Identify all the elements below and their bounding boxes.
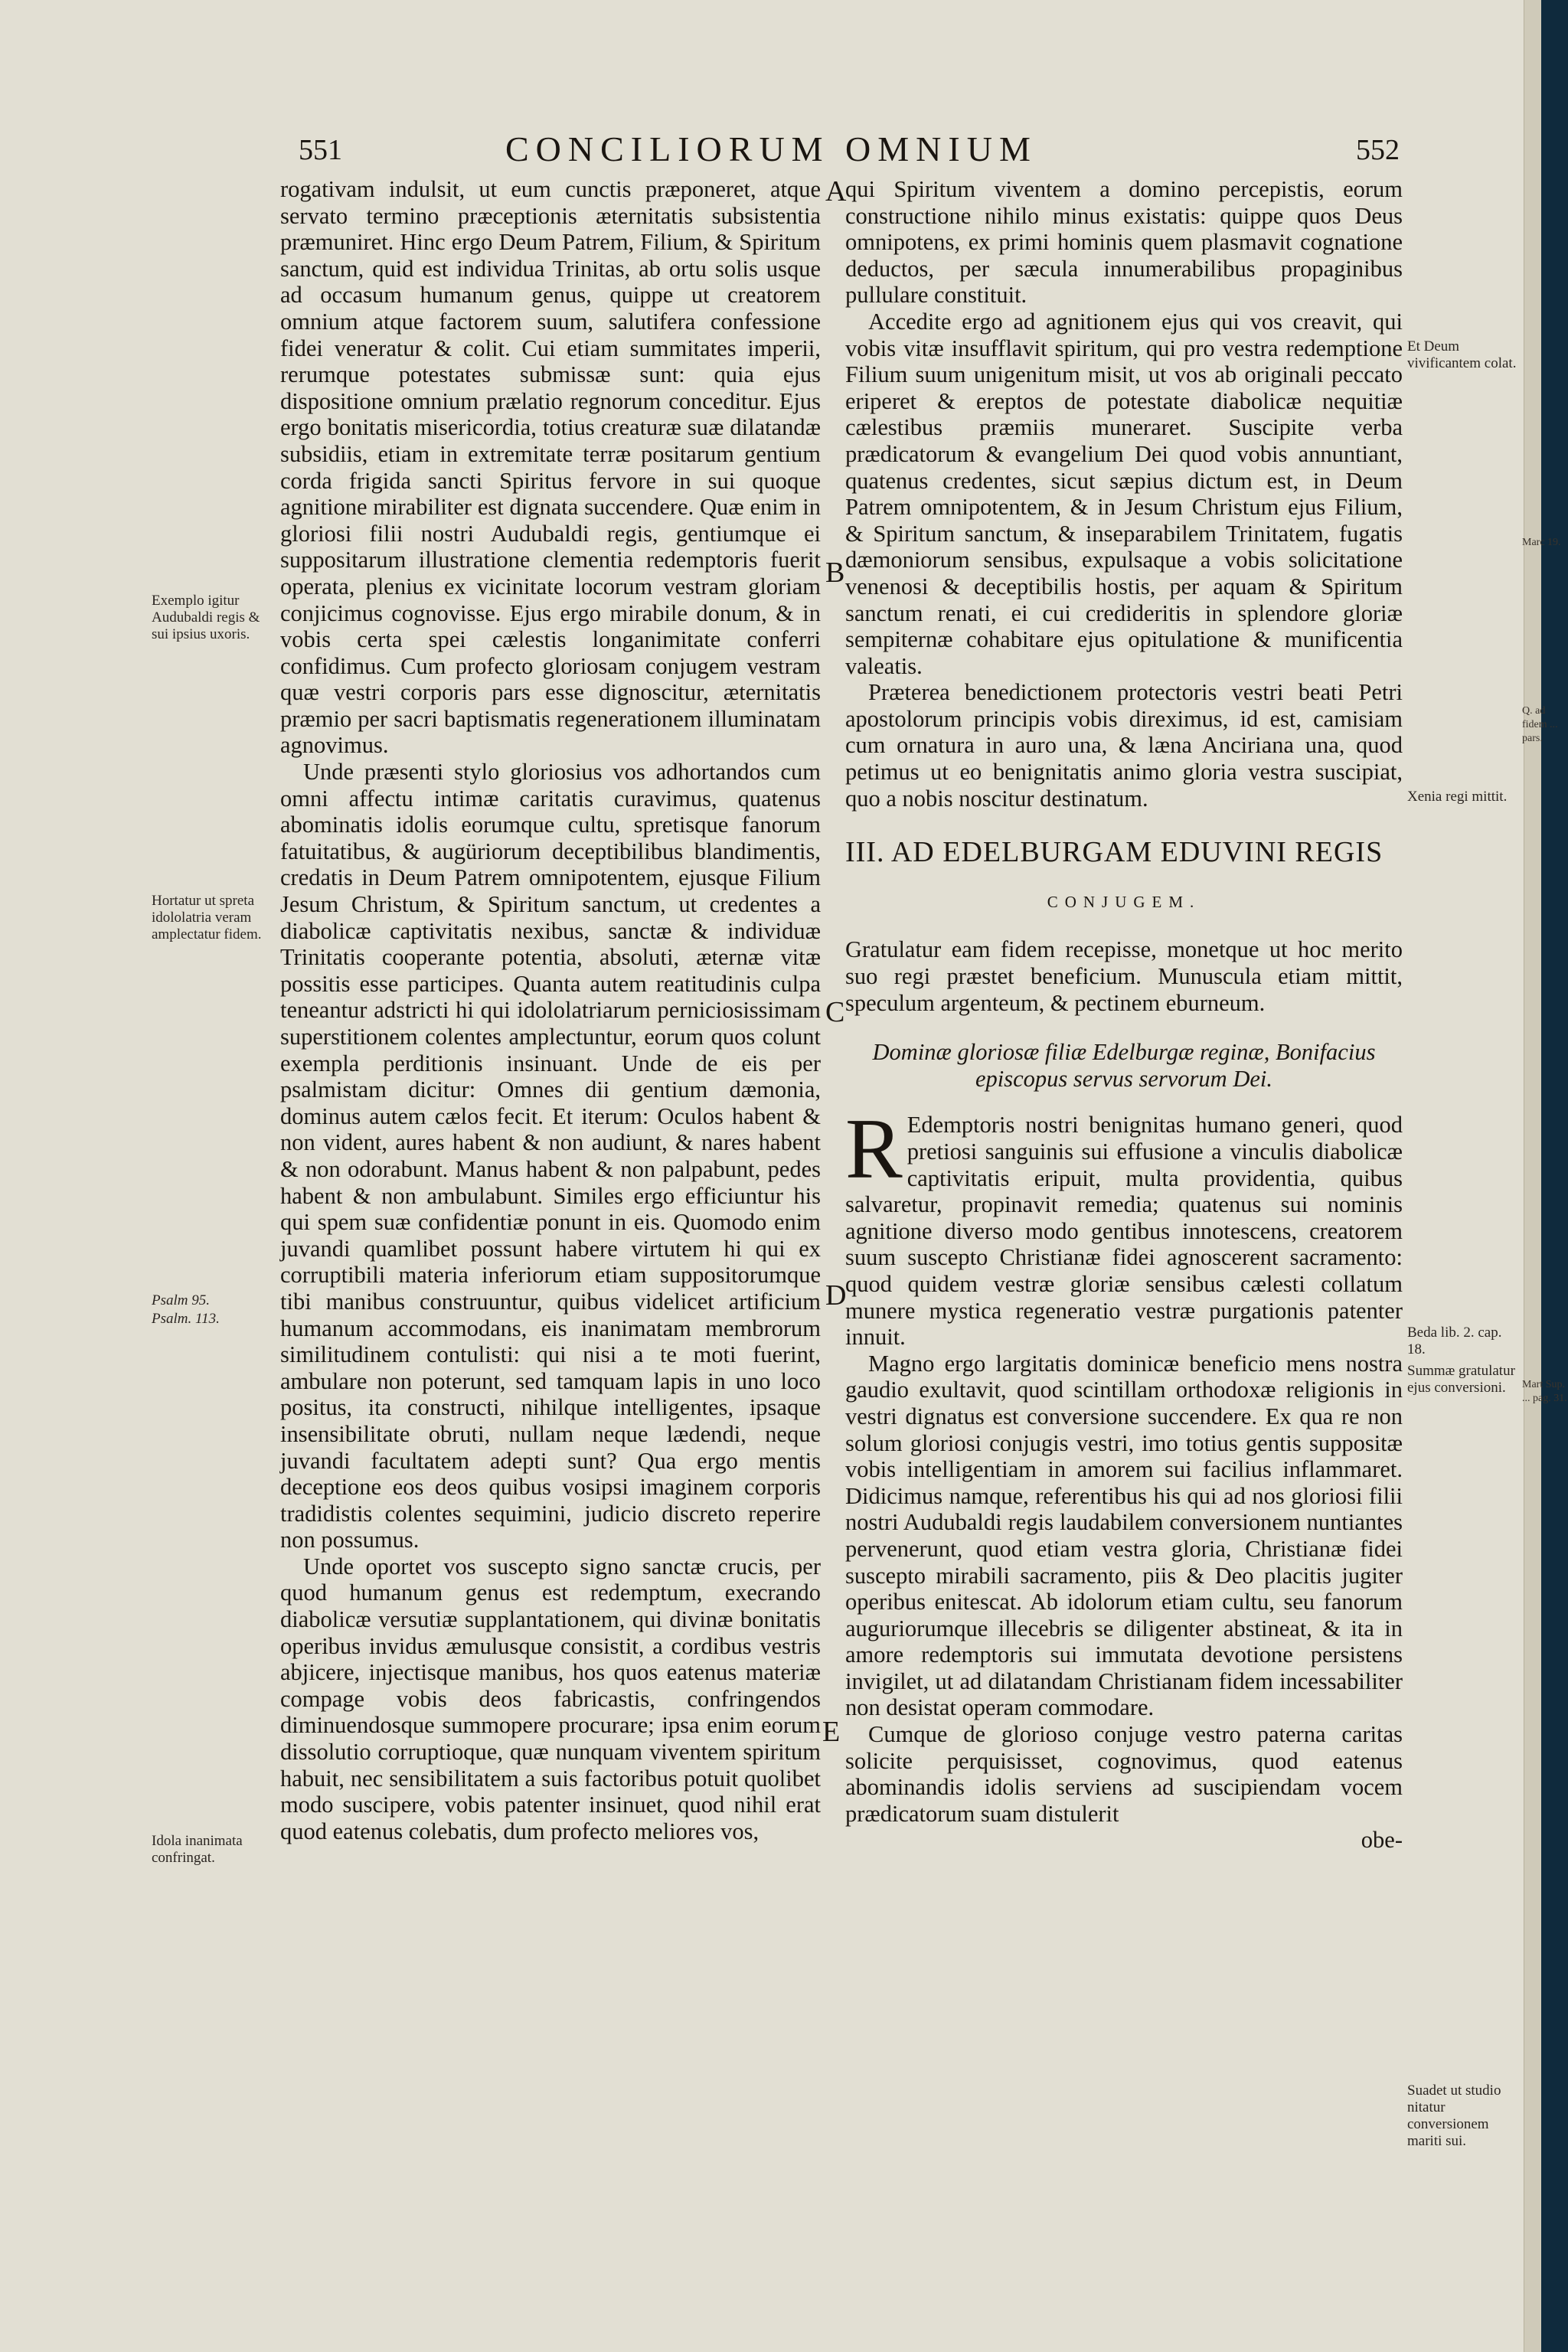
margin-note-left-4: Psalm. 113. bbox=[152, 1311, 220, 1327]
far-note-3: Mart Sup. ... pag. 31. bbox=[1522, 1379, 1567, 1404]
right-paragraph-4-text: Edemptoris nostri benignitas humano generi, quod pretiosi sanguinis sui effusione a vinculis diabolicæ captivitatis eripuit, multa providentia, quibus salvaretur, propinavit remedia; quatenus sui nominis agnitione diverso modo gentibus innotescens, creatorem suum suscepto Christianæ fidei agnoscerent sacramento: quod quidem vestræ gloriæ sensibus cælesti collatum munere mystica regeneratio vestræ purgationis patenter innuit. bbox=[845, 1112, 1403, 1351]
catchword: obe- bbox=[1361, 1827, 1403, 1854]
left-paragraph-1: rogativam indulsit, ut eum cunctis præponeret, atque servato termino præceptionis æternitatis subsistentia præmuniret. Hinc ergo Deum Patrem, Filium, & Spiritum sanctum, quid est individua Trinitas, ab ortu solis usque ad occasum humanum genus, quippe ut creatorem omnium atque factorem suum, salutifera confessione fidei veneratur & colit. Cui etiam summitates imperii, rerumque potestates submissæ sunt: quia ejus dispositione omnium prælatio regnorum conceditur. Ejus ergo bonitatis misericordia, totius creaturæ suæ dilatandæ subsidiis, etiam in extremitate terræ positarum gentium corda frigida sancti Spiritus fervore in sui quoque agnitione mirabiliter est dignata succendere. Quæ enim in gloriosi filii nostri Audubaldi regis, gentiumque ei suppositarum illustratione clementia redemptoris fuerit operata, plenius ex vicinitate locorum vestram gloriam conjicimus cognovisse. Ejus ergo mirabile donum, & in vobis certa spei cælestis longanimitate conferri confidimus. Cum profecto gloriosam conjugem vestram quæ vestri corporis pars esse dignoscitur, æternitatis præmio per sacri baptismatis regenerationem illuminatam agnovimus. bbox=[280, 176, 821, 759]
right-paragraph-6: Cumque de glorioso conjuge vestro paterna caritas solicite perquisisset, cognovimus, quod eatenus abominandis idolis serviens ad suscipiendam vocem prædicatorum suam distulerit bbox=[845, 1721, 1403, 1827]
right-paragraph-2: Accedite ergo ad agnitionem ejus qui vos creavit, qui vobis vitæ insufflavit spiritum, qui pro vestra redemptione Filium suum unigenitum misit, ut vos ab originali peccato eriperet & ereptos de potestate diabolicæ nequitiæ cælestibus præmiis muneraret. Suscipite verba prædicatorum & evangelium Dei quod vobis annuntiant, quatenus credentes, sicut sæpius dictum est, in Deum Patrem omnipotentem, & in Jesum Christum ejus Filium, & Spiritum sanctum, & inseparabilem Trinitatem, fugatis dæmoniorum sensibus, expulsaque a vobis solicitatione venenosi & deceptibilis hostis, per aquam & Spiritum sanctum renati, ei cui credideritis in splendore gloriæ sempiternæ cohabitare ejus opitulatione & munificentia valeatis. bbox=[845, 308, 1403, 679]
far-note-1: Marc 19. bbox=[1522, 537, 1561, 548]
running-header bbox=[299, 129, 1409, 175]
margin-note-left-2: Hortatur ut spreta idololatria veram amplectatur fidem. bbox=[152, 893, 262, 942]
section-letter-d: D bbox=[825, 1279, 847, 1312]
right-paragraph-1: qui Spiritum viventem a domino percepistis, eorum constructione nihilo minus existatis: quippe quos Deus omnipotens, ex primi hominis quem plasmavit cognatione deductos, per sæcula innumerabilibus propaginibus pullulare constituit. bbox=[845, 176, 1403, 309]
margin-note-right-1: Et Deum vivificantem colat. bbox=[1407, 338, 1517, 371]
section-letter-a: A bbox=[825, 175, 847, 207]
margin-note-left-5: Idola inanimata confringat. bbox=[152, 1833, 243, 1866]
page-edge bbox=[1524, 0, 1541, 2352]
section-letter-b: B bbox=[825, 557, 845, 589]
salutation: Dominæ gloriosæ filiæ Edelburgæ reginæ, Bonifacius episcopus servus servorum Dei. bbox=[872, 1039, 1376, 1092]
section-heading: III. AD EDELBURGAM EDUVINI REGIS bbox=[845, 836, 1383, 869]
margin-note-right-2: Xenia regi mittit. bbox=[1407, 789, 1508, 805]
left-text-column bbox=[280, 176, 821, 1844]
background-margin bbox=[1542, 0, 1568, 2352]
section-subheading: CONJUGEM. bbox=[1047, 892, 1201, 911]
right-paragraph-5: Magno ergo largitatis dominicæ beneficio mens nostra gaudio exultavit, quod scintillam orthodoxæ religionis in vestri dignatus est conversione succendere. Ex qua re non solum gloriosi conjugis vestri, imo totius gentis suppositæ vobis intelligentiam in amorem sui facilius inflammaret. Didicimus namque, referentibus his qui ad nos gloriosi filii nostri Audubaldi regis laudabilem conversionem nuntiantes pervenerunt, quod etiam vestra gloria, Christianæ fidei suscepto mirabili sacramento, piis & Deo placitis jugiter operibus enitescat. Ab idolorum etiam cultu, seu fanorum auguriorumque illecebris se diligenter abstineat, & ita in amore redemptoris sui immutata devotione persistens invigilet, ut ad dilatandam Christianam fidem incessabiliter non desistat operam commodare. bbox=[845, 1350, 1403, 1721]
running-title: CONCILIORUM OMNIUM bbox=[505, 129, 1037, 168]
page-number-left: 551 bbox=[299, 134, 342, 166]
section-letter-c: C bbox=[825, 996, 845, 1028]
left-paragraph-2: Unde præsenti stylo gloriosius vos adhortandos cum omni affectu intimæ caritatis curavimus, quatenus abominatis idolis eorumque cultu, spretisque fanorum fatuitatibus, & augüriorum deceptibilibus blandimentis, credatis in Deum Patrem omnipotentem, ejusque Filium Jesum Christum, & Spiritum sanctum, ut credentes a diabolicæ captivitatis nexibus, sanctæ & individuæ Trinitatis cooperante potentia, absoluti, æternæ vitæ possitis esse participes. Quanta autem reatitudinis culpa teneantur adstricti hi qui idololatriarum perniciosissimam superstitionem colentes amplectuntur, eorum quos colunt exempla perditionis insinuant. Unde de eis per psalmistam dicitur: Omnes dii gentium dæmonia, dominus autem cælos fecit. Et iterum: Oculos habent & non vident, aures habent & non audiunt, & nares habent & non odorabunt. Manus habent & non palpabunt, pedes habent & non ambulabunt. Similes ergo efficiuntur his qui spem suæ confidentiæ ponunt in eis. Quomodo enim juvandi quamlibet possunt habere virtutem hi qui ex corruptibili materia inferiorum etiam suppositorumque tibi manibus construuntur, quibus videlicet artificium humanum accommodans, eis inanimatam membrorum similitudinem contulisti: qui nisi a te moti fuerint, ambulare non poterunt, sed tamquam lapis in uno loco positus, ita constructi, nihilque intelligentes, ipsaque insensibilitate obruti, nullam neque lædendi, neque juvandi facultatem adepti sunt? Qua ergo mentis deceptione eos deos quibus vosipsi imaginem corporis tradidistis colentes sequimini, judicio discreto reperire non possumus. bbox=[280, 759, 821, 1553]
left-paragraph-3: Unde oportet vos suscepto signo sanctæ crucis, per quod humanum genus est redemptum, execrando diabolicæ versutiæ supplantationem, qui divinæ bonitatis operibus invidus æmulusque consistit, a cordibus vestris abjicere, injectisque manibus, hos quos eatenus materiæ compage vobis deos fabricastis, confringendos diminuendosque summopere procurare; ipsa enim eorum dissolutio corruptioque, quæ nunquam viventem spiritum habuit, nec sensibilitatem a suis factoribus potuit quolibet modo suscipere, vobis patenter insinuet, quod nihil erat quod eatenus colebatis, dum profecto meliores vos, bbox=[280, 1553, 821, 1844]
section-summary: Gratulatur eam fidem recepisse, monetque ut hoc merito suo regi præstet beneficium. Munuscula etiam mittit, speculum argenteum, & pectinem eburneum. bbox=[845, 936, 1403, 1016]
margin-note-right-4: Summæ gratulatur ejus conversioni. bbox=[1407, 1363, 1515, 1396]
margin-note-right-3: Beda lib. 2. cap. 18. bbox=[1407, 1325, 1502, 1357]
right-paragraph-3: Præterea benedictionem protectoris vestri beati Petri apostolorum principis vobis direximus, id est, camisiam cum ornatura in auro una, & læna Anciriana una, quod petimus ut eo benignitatis animo gloria vestra suscipiat, quo a nobis noscitur destinatum. bbox=[845, 679, 1403, 812]
margin-note-right-5: Suadet ut studio nitatur conversionem mariti sui. bbox=[1407, 2082, 1501, 2149]
margin-note-left-3: Psalm 95. bbox=[152, 1292, 210, 1308]
right-text-column bbox=[845, 176, 1403, 1854]
margin-note-left-1: Exemplo igitur Audubaldi regis & sui ipsius uxoris. bbox=[152, 593, 260, 642]
drop-cap: R bbox=[845, 1102, 903, 1197]
section-letter-e: E bbox=[822, 1716, 841, 1748]
page-number-right: 552 bbox=[1356, 134, 1400, 166]
far-note-2: Q. ad fidem ... pars. bbox=[1522, 705, 1558, 744]
right-paragraph-4 bbox=[845, 1102, 1403, 1351]
